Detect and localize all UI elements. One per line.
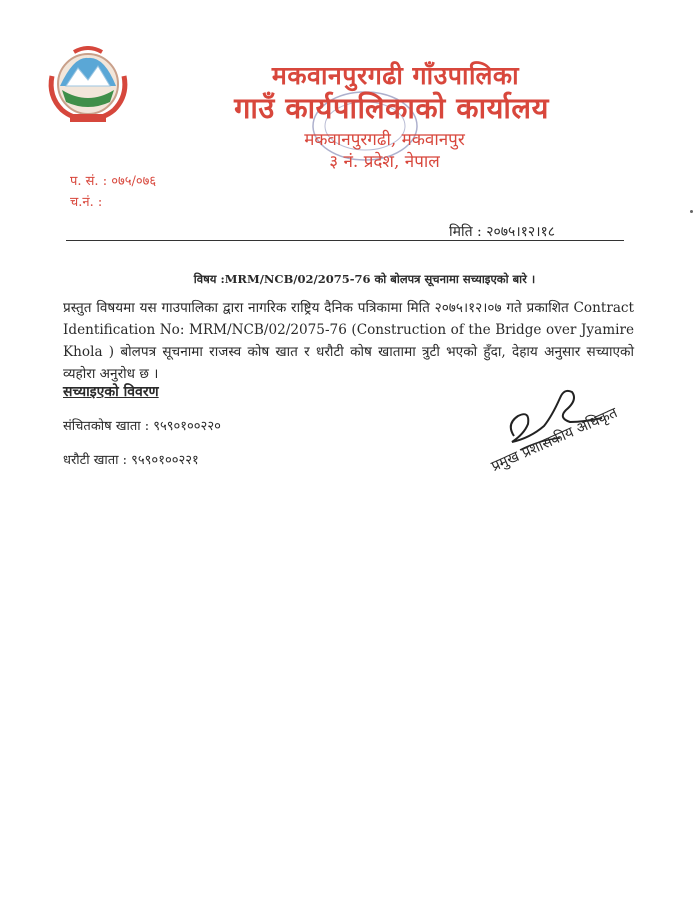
location-district: मकवानपुर [401,130,465,150]
letter-date: मिति : २०७५।१२।१८ [449,224,556,240]
location-prefix: मकवानपुरगढी, [304,130,397,150]
consolidated-fund-account: संचितकोष खाता : ९५९०१००२२० [63,419,221,434]
correction-heading: सच्याइएको विवरण [63,384,159,400]
municipality-name: मकवानपुरगढी गाँउपालिका [271,61,520,90]
letter-body: प्रस्तुत विषयमा यस गाउपालिका द्वारा नागरिक राष्ट्रिय दैनिक पत्रिकामा मिति २०७५।१२।०७ गते प्रकाशित Contract Identification No: MRM/NCB/02/2075-76 (Construction of the Bridge over Jyamire Khola ) बोलपत्र सूचनामा राजस्व कोष खात र धरौटी कोष खातामा त्रुटी भएको हुँदा, देहाय अनुसार सच्याएको व्यहोरा अनुरोध छ । [63,300,634,382]
signatory-title: प्रमुख प्रशासकीय अधिकृत [489,405,620,476]
dispatch-number: च.नं. : [70,195,103,210]
office-location [0,127,699,150]
office-name: गाउँ कार्यपालिकाको कार्यालय [234,91,549,125]
province: ३ नं. प्रदेश, नेपाल [329,152,440,172]
letter-number: प. सं. : ०७५/०७६ [70,174,157,189]
scan-speck [690,210,693,213]
subject-line: विषय :MRM/NCB/02/2075-76 को बोलपत्र सूचनामा सच्याइएको बारे । [193,272,536,286]
header-divider [66,240,624,241]
deposit-account: धरौटी खाता : ९५९०१००२२१ [63,453,199,468]
